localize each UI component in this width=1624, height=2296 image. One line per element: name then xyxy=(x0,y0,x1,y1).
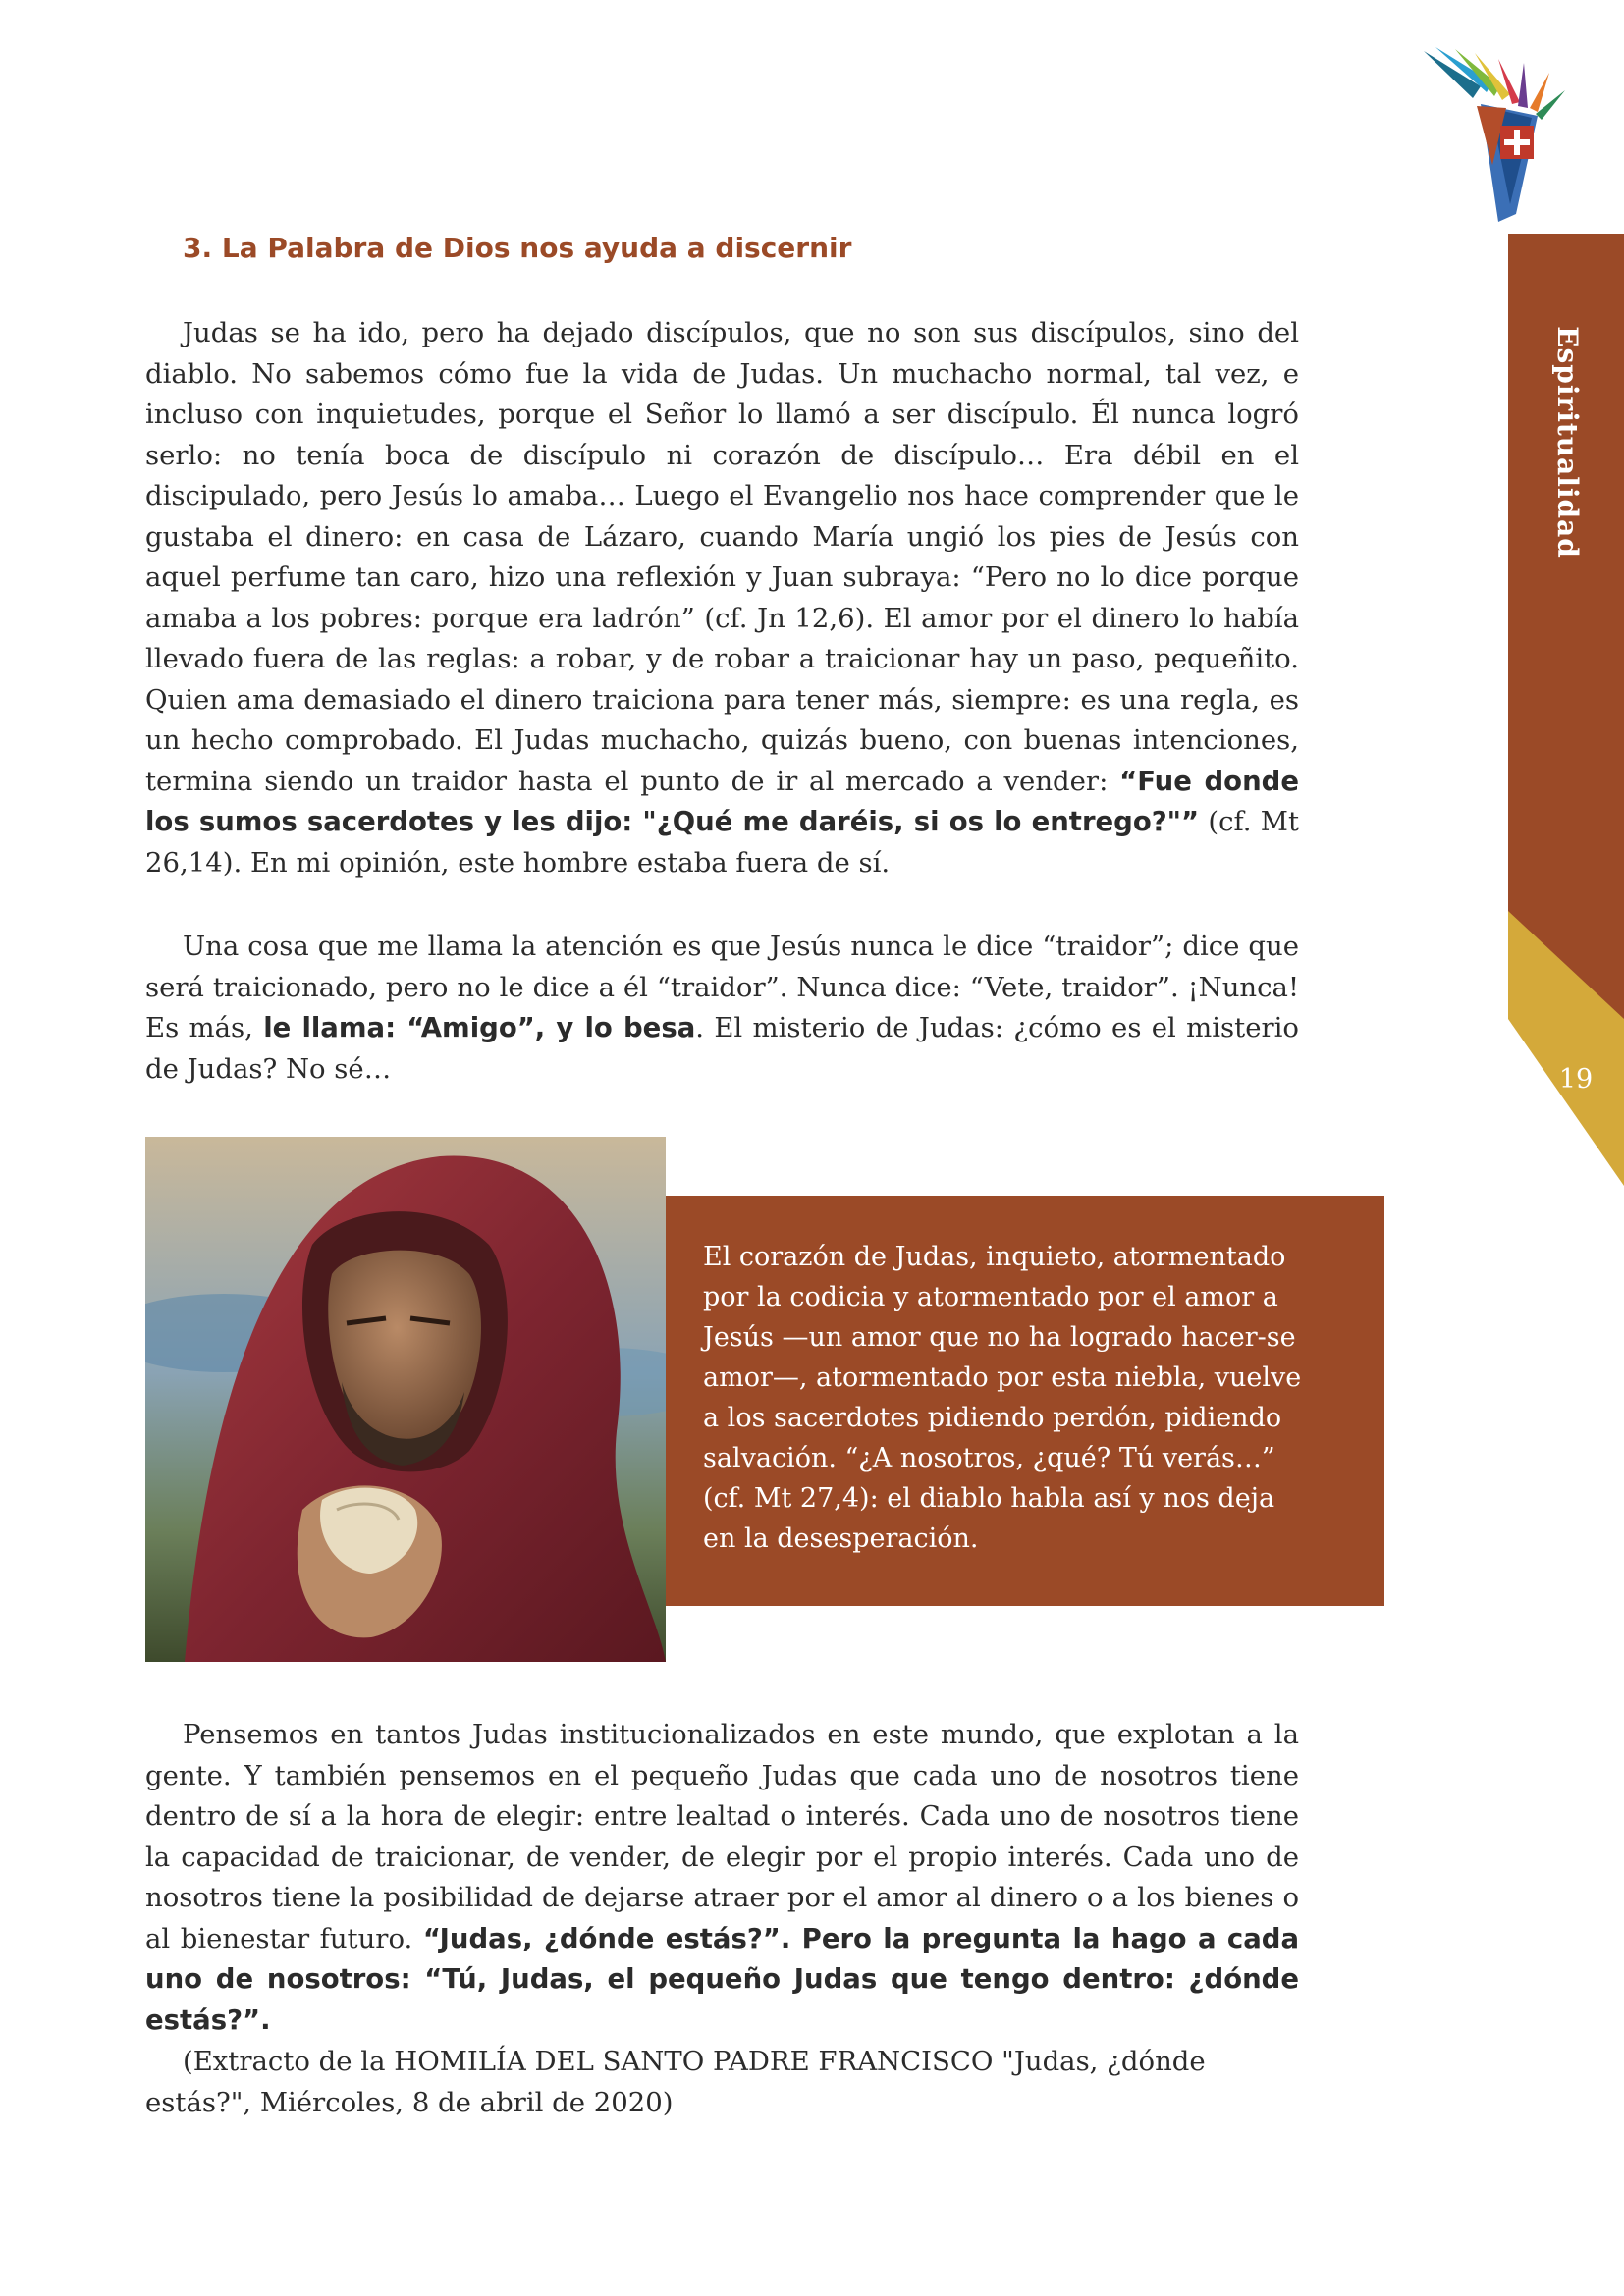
body-paragraph-3 xyxy=(145,1715,1299,2041)
paragraph-text: (cf. Mt 26,14). En mi opinión, este hombre estaba fuera de sí. xyxy=(145,806,1300,879)
bold-quote: “Judas, ¿dónde estás?”. Pero la pregunta la hago a cada uno de nosotros: “Tú, Judas, el pequeño Judas que tengo dentro: ¿dónde estás?”. xyxy=(145,1922,1299,2036)
paragraph-text: Una cosa que me llama la atención es que Jesús nunca le dice “traidor”; dice que será traicionado, pero no le dice a él “traidor”. Nunca dice: “Vete, traidor”. ¡Nunca! Es más, xyxy=(145,931,1299,1043)
paragraph-text: Pensemos en tantos Judas institucionalizados en este mundo, que explotan a la gente. Y también pensemos en el pequeño Judas que cada uno de nosotros tiene dentro de sí a la hora de elegir: entre lealtad o interés. Cada uno de nosotros tiene la capacidad de traicionar, de vender, de elegir por el propio interés. Cada uno de nosotros tiene la posibilidad de dejarse atraer por el amor al dinero o a los bienes o al bienestar futuro. xyxy=(145,1719,1299,1954)
citation-paragraph: (Extracto de la HOMILÍA DEL SANTO PADRE FRANCISCO "Judas, ¿dónde estás?", Miércoles, 8 de abril de 2020) xyxy=(145,2046,1206,2118)
bold-quote: “Fue donde los sumos sacerdotes y les dijo: "¿Qué me daréis, si os lo entrego?"” xyxy=(145,765,1299,837)
paragraph-text: . El misterio de Judas: ¿cómo es el misterio de Judas? No sé… xyxy=(145,1012,1299,1085)
continent-cross-logo-icon xyxy=(1422,47,1569,224)
bold-quote: le llama: “Amigo”, y lo besa xyxy=(263,1012,696,1043)
section-label: Espiritualidad xyxy=(1550,325,1584,559)
section-heading: 3. La Palabra de Dios nos ayuda a discernir xyxy=(183,232,852,264)
pull-quote-text: El corazón de Judas, inquieto, atormentado por la codicia y atormentado por el amor a Jesús —un amor que no ha logrado hacer-se amor—, atormentado por esta niebla, vuelve a los sacerdotes pidiendo perdón, pidiendo salvación. “¿A nosotros, ¿qué? Tú verás…” (cf. Mt 27,4): el diablo habla así y nos deja en la desesperación. xyxy=(703,1242,1302,1554)
pull-quote-box xyxy=(666,1196,1384,1606)
judas-portrait xyxy=(145,1137,666,1662)
body-paragraph-2 xyxy=(145,927,1299,1090)
paragraph-text: Judas se ha ido, pero ha dejado discípulos, que no son sus discípulos, sino del diablo. No sabemos cómo fue la vida de Judas. Un muchacho normal, tal vez, e incluso con inquietudes, porque el Señor lo llamó a ser discípulo. Él nunca logró serlo: no tenía boca de discípulo ni corazón de discípulo… Era débil en el discipulado, pero Jesús lo amaba… Luego el Evangelio nos hace comprender que le gustaba el dinero: en casa de Lázaro, cuando María ungió los pies de Jesús con aquel perfume tan caro, hizo una reflexión y Juan subraya: “Pero no lo dice porque amaba a los pobres: porque era ladrón” (cf. Jn 12,6). El amor por el dinero lo había llevado fuera de las reglas: a robar, y de robar a traicionar hay un paso, pequeñito. Quien ama demasiado el dinero traiciona para tener más, siempre: es una regla, es un hecho comprobado. El Judas muchacho, quizás bueno, con buenas intenciones, termina siendo un traidor hasta el punto de ir al mercado a vender: xyxy=(145,317,1299,797)
page-number: 19 xyxy=(1558,1064,1594,1095)
body-paragraph-1 xyxy=(145,313,1299,883)
